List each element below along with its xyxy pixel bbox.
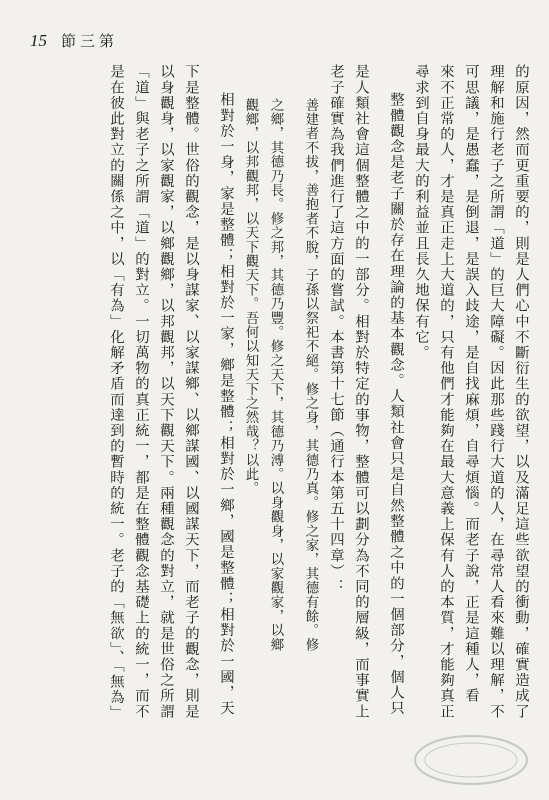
text-column: 以身觀身，以家觀家，以鄉觀鄉，以邦觀邦，以天下觀天下。兩種觀念的對立，就是世俗之所謂 <box>158 64 174 720</box>
text-column: 理解和施行老子之所謂「道」的巨大障礙。因此那些踐行大道的人，在尋常人看來難以理解，不 <box>488 64 504 720</box>
quote-column: 觀鄉，以邦觀邦，以天下觀天下。吾何以知天下之然哉？以此。 <box>243 98 258 496</box>
running-header <box>30 30 118 60</box>
watermark-stamp <box>411 730 531 790</box>
text-column: 「道」與老子之所謂「道」的對立。一切萬物的真正統一，都是在整體觀念基礎上的統一，而不 <box>133 64 149 720</box>
text-column: 來不正常的人，才是真正走上大道的，只有他們才能夠在最大意義上保有人的本質，才能夠真正 <box>438 64 454 720</box>
text-column: 老子確實為我們進行了這方面的嘗試。本書第十七節（通行本第五十四章）： <box>328 64 344 595</box>
text-column: 是在彼此對立的關係之中，以「有為」化解矛盾而達到的暫時的統一。老子的「無欲」、「無為」 <box>108 64 124 721</box>
text-column: 尋求到自身最大的利益並且長久地保有它。 <box>413 64 429 361</box>
page-number: 15 <box>30 31 47 50</box>
quote-column: 之鄉，其德乃長。修之邦，其德乃豐。修之天下，其德乃溥。以身觀身，以家觀家，以鄉 <box>268 98 283 652</box>
text-column-indented: 相對於一身，家是整體；相對於一家，鄉是整體；相對於一鄉，國是整體；相對於一國，天 <box>218 92 234 716</box>
text-column-indented: 整體觀念是老子關於存在理論的基本觀念。人類社會只是自然整體之中的一個部分，個人只 <box>388 92 404 716</box>
quote-column: 善建者不拔，善抱者不脫，子孫以祭祀不絕。修之身，其德乃真。修之家，其德有餘。修 <box>303 98 318 652</box>
text-column: 可思議，是愚蠢，是倒退，是誤入歧途，是自找麻煩，自尋煩惱。而老子說，正是這種人，看 <box>463 64 479 704</box>
text-column: 下是整體。世俗的觀念，是以身謀家、以家謀鄉、以鄉謀國、以國謀天下，而老子的觀念，則是 <box>183 64 199 720</box>
text-column: 的原因，然而更重要的，則是人們心中不斷衍生的欲望，以及滿足這些欲望的衝動，確實造成了 <box>513 64 529 720</box>
text-column: 是人類社會這個整體之中的一部分。相對於特定的事物，整體可以劃分為不同的層級，而事實上 <box>353 64 369 720</box>
chapter-title: 節三第 <box>61 32 119 50</box>
page-body <box>36 64 533 792</box>
